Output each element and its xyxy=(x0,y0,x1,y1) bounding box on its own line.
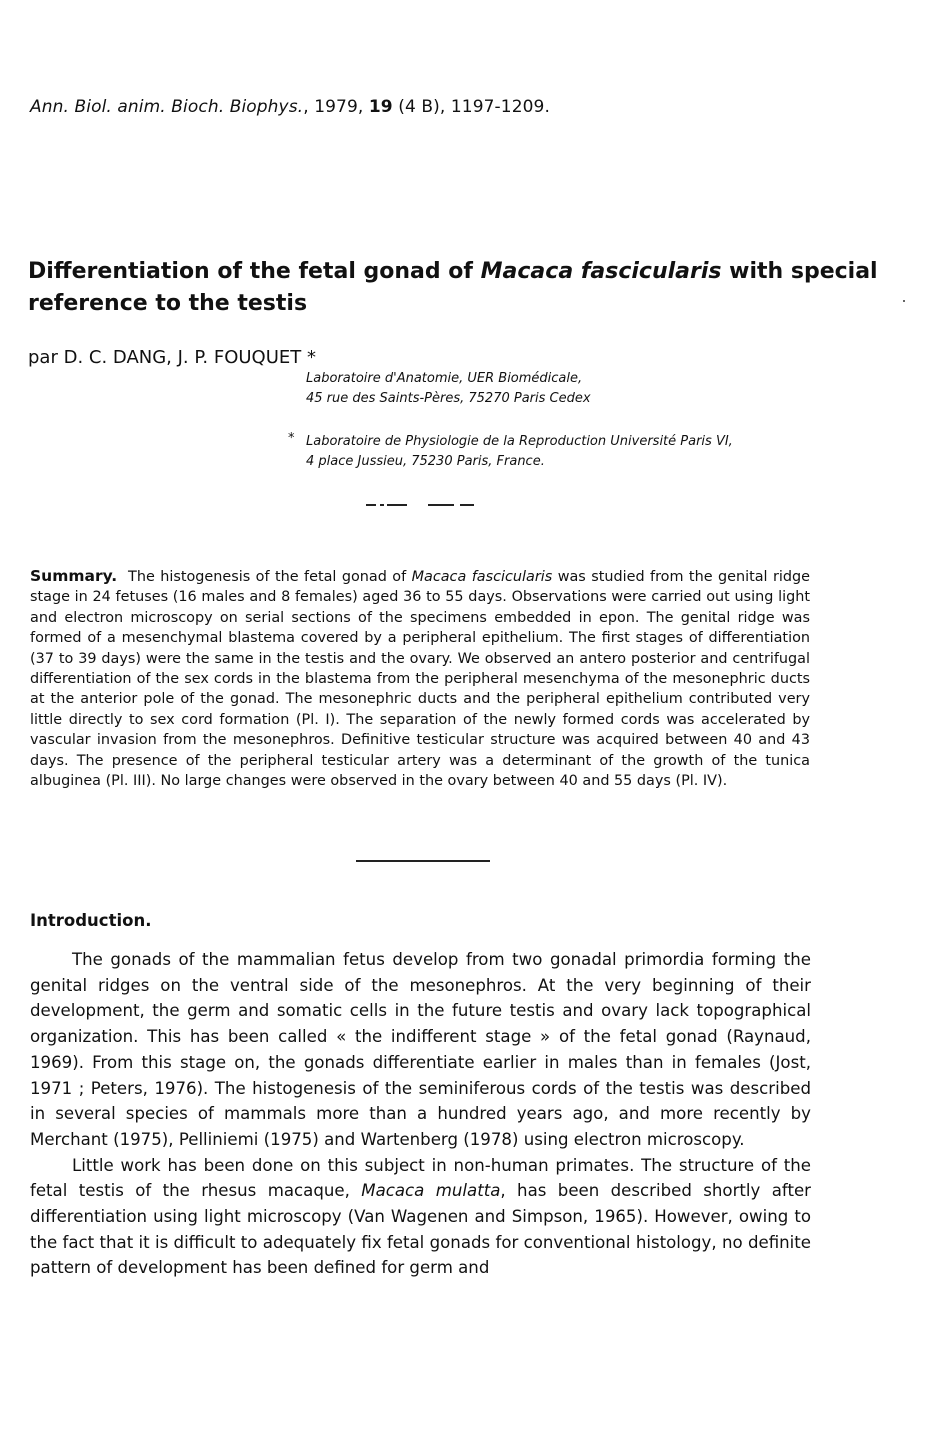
affiliation-2-line-1: Laboratoire de Physiologie de la Reproduction Université Paris VI, xyxy=(306,434,733,449)
journal-name: Ann. Biol. anim. Bioch. Biophys. xyxy=(30,97,304,117)
journal-issue-pages: (4 B), 1197-1209. xyxy=(392,97,550,117)
affiliation-1-line-1: Laboratoire d'Anatomie, UER Biomédicale, xyxy=(306,371,583,386)
paper-title xyxy=(28,256,888,320)
title-species: Macaca fascicularis xyxy=(480,259,722,284)
summary-text-1: The histogenesis of the fetal gonad of xyxy=(128,569,412,585)
intro-p2-species: Macaca mulatta xyxy=(361,1181,501,1201)
separator-dash xyxy=(460,504,474,506)
intro-paragraph-2 xyxy=(30,1153,811,1282)
summary-text-2: was studied from the genital ridge stage in 24 fetuses (16 males and 8 females) aged 36 to 55 days. Observations were carried out using light and electron microscopy on serial sections of the specimens embedded in epon. The genital ridge was formed of a mesenchymal blastema covered by a peripheral epithelium. The first stages of differentiation (37 to 39 days) were the same in the testis and the ovary. We observed an antero posterior and centrifugal differentiation of the sex cords in the blastema from the peripheral mesenchyma of the mesonephric ducts at the anterior pole of the gonad. The mesonephric ducts and the peripheral epithelium contributed very little directly to sex cord formation (Pl. I). The separation of the newly formed cords was accelerated by vascular invasion from the mesonephros. Definitive testicular structure was acquired between 40 and 43 days. The presence of the peripheral testicular artery was a determinant of the growth of the tunica albuginea (Pl. III). No large changes were observed in the ovary between 40 and 55 days (Pl. IV). xyxy=(30,569,811,790)
authors: par D. C. DANG, J. P. FOUQUET * xyxy=(28,347,316,368)
title-part-2: with special reference to the testis xyxy=(28,259,878,316)
margin-speck xyxy=(903,300,905,302)
intro-p2-text-2: , has been described shortly after differentiation using light microscopy (Van Wagenen and Simpson, 1965). However, owing to the fact that it is difficult to adequately fix fetal gonads for conventional histology, no definite pattern of development has been defined for germ and xyxy=(30,1181,811,1278)
intro-p2-text-1: Little work has been done on this subject in non-human primates. The structure of the fetal testis of the rhesus macaque, xyxy=(30,1155,811,1201)
introduction-body xyxy=(30,947,811,1281)
affiliation-2-marker: * xyxy=(288,431,295,446)
journal-year: , 1979, xyxy=(303,97,369,117)
summary-paragraph xyxy=(30,566,810,791)
introduction-heading: Introduction. xyxy=(30,911,152,930)
separator-dash xyxy=(387,504,407,506)
intro-paragraph-1: The gonads of the mammalian fetus develop from two gonadal primordia forming the genital ridges on the ventral side of the mesonephros. At the very beginning of their development, the germ and somatic cells in the future testis and ovary lack topographical organization. This has been called « the indifferent stage » of the fetal gonad (Raynaud, 1969). From this stage on, the gonads differentiate earlier in males than in females (Jost, 1971 ; Peters, 1976). The histogenesis of the seminiferous cords of the testis was described in several species of mammals more than a hundred years ago, and more recently by Merchant (1975), Pelliniemi (1975) and Wartenberg (1978) using electron microscopy. xyxy=(30,950,811,1149)
section-rule xyxy=(356,860,490,862)
separator-dash xyxy=(366,504,376,506)
journal-citation xyxy=(30,97,550,117)
title-part-1: Differentiation of the fetal gonad of xyxy=(28,259,481,284)
affiliation-2-line-2: 4 place Jussieu, 75230 Paris, France. xyxy=(306,454,545,469)
journal-volume: 19 xyxy=(368,97,393,117)
summary-species: Macaca fascicularis xyxy=(411,569,553,585)
summary-heading: Summary. xyxy=(30,567,118,585)
separator-dash xyxy=(380,504,384,506)
separator-dash xyxy=(428,504,454,506)
affiliation-1-line-2: 45 rue des Saints-Pères, 75270 Paris Cedex xyxy=(306,391,591,406)
